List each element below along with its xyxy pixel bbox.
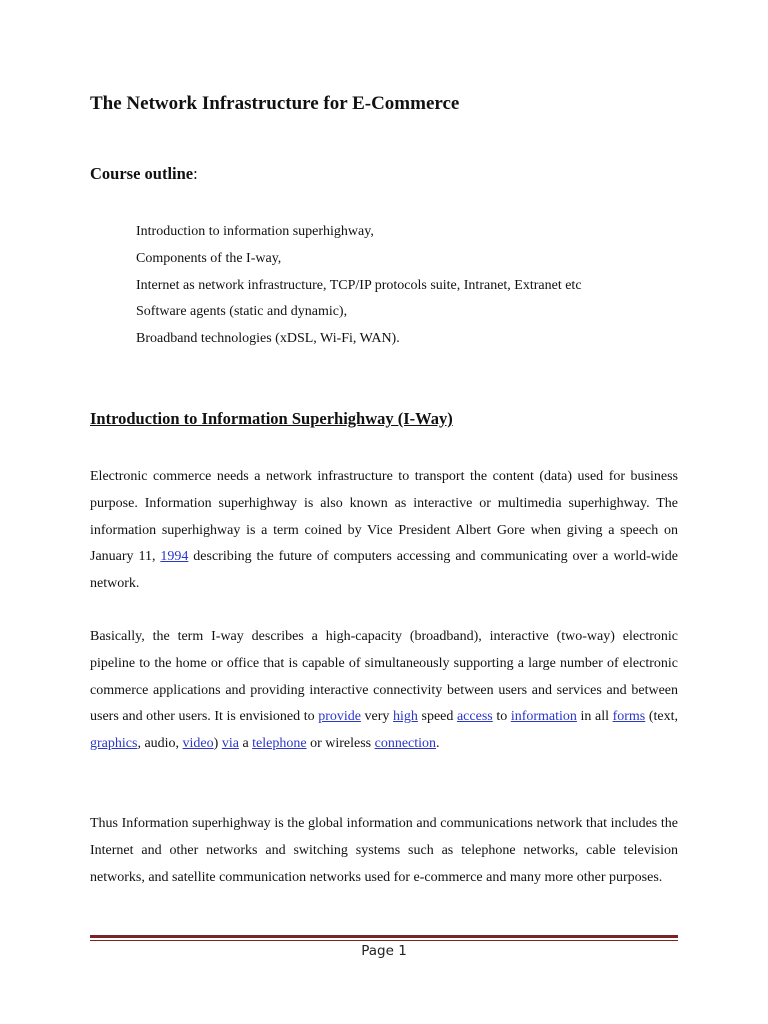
page-number: Page 1 xyxy=(361,943,407,959)
link-provide[interactable]: provide xyxy=(318,709,361,725)
paragraph-2-text: or wireless xyxy=(306,736,375,752)
footer-rule-thin xyxy=(90,940,678,941)
paragraph-2-text: (text, xyxy=(645,709,678,725)
link-forms[interactable]: forms xyxy=(612,709,646,725)
link-1994[interactable]: 1994 xyxy=(160,549,189,565)
paragraph-2-text: very xyxy=(360,709,394,725)
paragraph-1 xyxy=(90,464,678,598)
link-access[interactable]: access xyxy=(456,709,493,725)
paragraph-2-text: ) xyxy=(213,736,222,752)
link-via[interactable]: via xyxy=(221,736,239,752)
outline-item: Broadband technologies (xDSL, Wi-Fi, WAN). xyxy=(136,331,400,347)
paragraph-2-text: to xyxy=(492,709,511,725)
paragraph-1-text-b: describing the future of computers accessing and communicating over a world-wide network. xyxy=(90,549,678,592)
link-high[interactable]: high xyxy=(393,709,418,725)
course-outline-label: Course outline xyxy=(90,164,194,183)
paragraph-2-text: in all xyxy=(576,709,613,725)
paragraph-2-text: speed xyxy=(417,709,457,725)
document-title: The Network Infrastructure for E-Commerce xyxy=(90,93,460,114)
paragraph-1-text-a: Electronic commerce needs a network infrastructure to transport the content (data) used for business purpose. Information superhighway is also known as interactive or multimedia superhighway. The information superhighway is a term coined by Vice President Albert Gore when giving a speech on January 11, xyxy=(90,469,678,565)
paragraph-3: Thus Information superhighway is the global information and communications network that includes the Internet and other networks and switching systems such as telephone networks, cable television networks, and satellite communication networks used for e-commerce and many more other purposes. xyxy=(90,816,678,885)
paragraph-2-text: , audio, xyxy=(137,736,183,752)
link-graphics[interactable]: graphics xyxy=(90,736,138,752)
course-outline-colon: : xyxy=(193,164,198,183)
outline-item: Software agents (static and dynamic), xyxy=(136,304,348,320)
course-outline-heading xyxy=(90,164,198,184)
outline-item: Introduction to information superhighway, xyxy=(136,224,374,239)
footer-rule-thick xyxy=(90,935,678,938)
link-information[interactable]: information xyxy=(510,709,577,725)
link-telephone[interactable]: telephone xyxy=(252,736,307,752)
link-connection[interactable]: connection xyxy=(374,736,437,752)
paragraph-2-text: Basically, the term I-way describes a high-capacity (broadband), interactive (two-way) electronic pipeline to the home or office that is capable of simultaneously supporting a large number of electronic commerce applications and providing interactive connectivity between users and services and between users and other users. It is envisioned to xyxy=(90,629,678,725)
section-heading: Introduction to Information Superhighway (I-Way) xyxy=(90,409,453,428)
outline-item: Components of the I-way, xyxy=(136,250,282,266)
outline-item: Internet as network infrastructure, TCP/IP protocols suite, Intranet, Extranet etc xyxy=(136,277,582,293)
link-video[interactable]: video xyxy=(182,736,214,752)
paragraph-2 xyxy=(90,624,678,758)
paragraph-2-text: a xyxy=(238,736,253,752)
course-outline-list xyxy=(136,219,582,353)
paragraph-2-text: . xyxy=(436,736,440,752)
